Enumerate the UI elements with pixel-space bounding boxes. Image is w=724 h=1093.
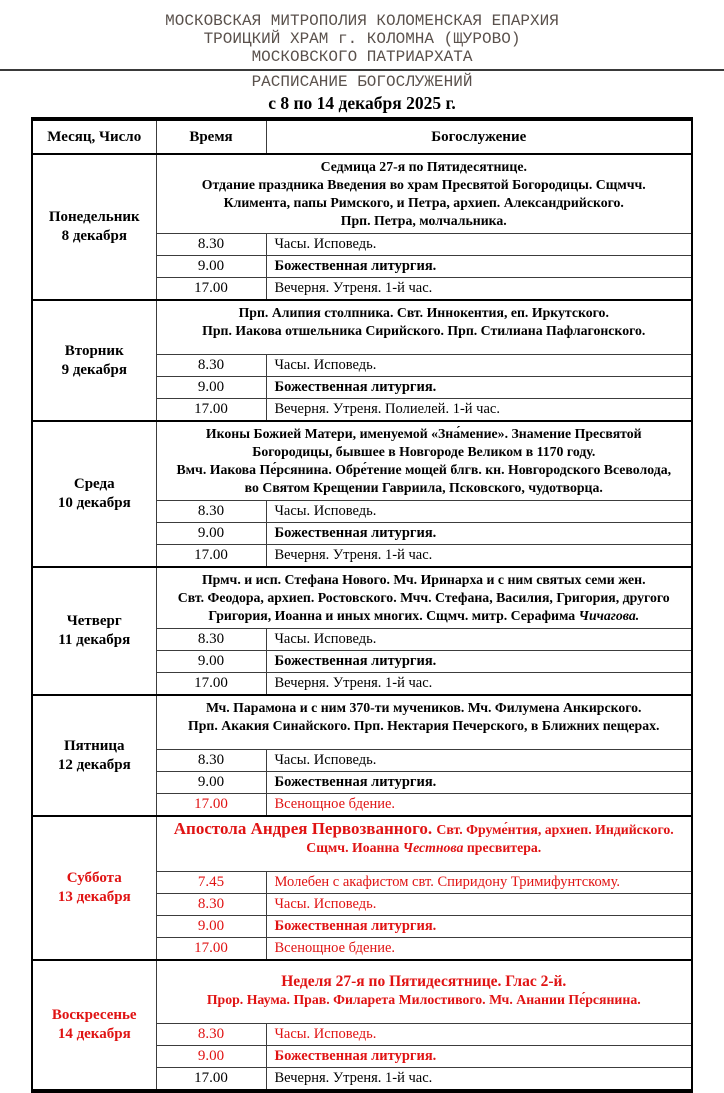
day-name: Понедельник (48, 209, 140, 225)
service-title: Божественная литургия. (266, 772, 692, 794)
feast-text: Вмч. Иакова Пе́рсянина. Обре́тение мощей блгв. кн. Новгородского Всеволода, (176, 462, 672, 477)
feast-text: Григория, Иоанна и иных многих. Сщмч. митр. Серафима (208, 608, 579, 623)
feast-description-line (161, 717, 688, 735)
feast-text: Климента, папы Римского, и Петра, архиеп. Александрийского. (223, 195, 624, 210)
service-time: 17.00 (156, 794, 266, 817)
service-time: 9.00 (156, 377, 266, 399)
service-title: Вечерня. Утреня. 1-й час. (266, 1068, 692, 1092)
day-date: 9 декабря (61, 361, 127, 378)
feast-text: Свт. Феодора, архиеп. Ростовского. Мчч. Стефана, Василия, Григория, другого (177, 590, 670, 605)
service-time: 8.30 (156, 894, 266, 916)
day-block-start-row (32, 421, 692, 501)
service-title: Вечерня. Утреня. Полиелей. 1-й час. (266, 399, 692, 422)
service-time: 17.00 (156, 1068, 266, 1092)
service-time: 17.00 (156, 278, 266, 301)
feast-description-cell (156, 816, 692, 872)
service-time: 17.00 (156, 545, 266, 568)
feast-text: Сщмч. Иоанна (306, 840, 403, 855)
service-title: Часы. Исповедь. (266, 629, 692, 651)
schedule-table (31, 117, 693, 1093)
service-time: 8.30 (156, 355, 266, 377)
day-name: Воскресенье (51, 1007, 137, 1023)
service-title: Божественная литургия. (266, 1046, 692, 1068)
feast-text: пресвитера. (463, 840, 542, 855)
column-header-row (32, 119, 692, 154)
feast-description-line (161, 176, 688, 194)
feast-description-line (161, 607, 688, 625)
day-cell (32, 421, 156, 567)
service-title: Божественная литургия. (266, 256, 692, 278)
service-title: Божественная литургия. (266, 916, 692, 938)
day-date: 12 декабря (57, 756, 131, 773)
day-name: Суббота (66, 870, 122, 886)
feast-text: Отдание праздника Введения во храм Пресвятой Богородицы. Сщмчч. (201, 177, 646, 192)
day-date: 13 декабря (57, 889, 131, 905)
day-block-start-row (32, 960, 692, 1024)
feast-description-cell (156, 300, 692, 355)
service-title: Часы. Исповедь. (266, 750, 692, 772)
feast-description-line (161, 425, 688, 443)
service-time: 9.00 (156, 651, 266, 673)
feast-description-line (161, 589, 688, 607)
date-range: с 8 по 14 декабря 2025 г. (268, 93, 456, 113)
feast-text: Свт. Фруме́нтия, архиеп. Индийского. (436, 822, 674, 837)
service-title: Часы. Исповедь. (266, 894, 692, 916)
day-date: 8 декабря (61, 228, 127, 244)
service-title: Вечерня. Утреня. 1-й час. (266, 278, 692, 301)
feast-description-cell (156, 695, 692, 750)
service-title: Часы. Исповедь. (266, 355, 692, 377)
feast-description-line (161, 322, 688, 340)
feast-description-cell (156, 567, 692, 629)
service-time: 7.45 (156, 872, 266, 894)
feast-description-line (161, 304, 688, 322)
feast-text: Прп. Акакия Синайского. Прп. Нектария Печерского, в Ближних пещерах. (188, 718, 660, 733)
service-title: Молебен с акафистом свт. Спиридону Тримифунтскому. (266, 872, 692, 894)
feast-description-line (161, 991, 688, 1009)
feast-description-cell (156, 421, 692, 501)
service-title: Часы. Исповедь. (266, 1024, 692, 1046)
service-time: 9.00 (156, 523, 266, 545)
service-time: 9.00 (156, 916, 266, 938)
feast-text: Прп. Иакова отшельника Сирийского. Прп. Стилиана Пафлагонского. (202, 323, 646, 338)
schedule-table-head (32, 119, 692, 154)
day-name: Четверг (66, 613, 122, 629)
day-cell (32, 960, 156, 1091)
day-cell (32, 816, 156, 960)
feast-text: Богородицы, бывшее в Новгороде Великом в 1170 году. (252, 444, 596, 459)
header-line-patriarchate: МОСКОВСКОГО ПАТРИАРХАТА (251, 48, 473, 66)
service-time: 8.30 (156, 629, 266, 651)
feast-description-line (161, 443, 688, 461)
service-title: Часы. Исповедь. (266, 234, 692, 256)
service-time: 8.30 (156, 234, 266, 256)
service-title: Часы. Исповедь. (266, 501, 692, 523)
feast-text: Иконы Божией Матери, именуемой «Зна́мение». Знамение Пресвятой (205, 426, 642, 441)
feast-text: Мч. Парамона и с ним 370-ти мучеников. Мч. Филумена Анкирского. (205, 700, 642, 715)
feast-description-cell (156, 154, 692, 234)
feast-description-line (161, 839, 688, 857)
service-time: 9.00 (156, 256, 266, 278)
service-title: Божественная литургия. (266, 523, 692, 545)
schedule-title: РАСПИСАНИЕ БОГОСЛУЖЕНИЙ (251, 73, 473, 91)
day-cell (32, 695, 156, 816)
day-date: 11 декабря (58, 632, 131, 648)
feast-text: Прор. Наума. Прав. Филарета Милостивого. Мч. Анании Пе́рсянина. (206, 992, 641, 1007)
feast-description-line (161, 973, 688, 991)
day-name: Пятница (63, 737, 125, 754)
column-header-time: Время (156, 119, 266, 154)
day-cell (32, 567, 156, 695)
service-title: Божественная литургия. (266, 651, 692, 673)
schedule-table-body (32, 154, 692, 1091)
service-time: 9.00 (156, 1046, 266, 1068)
service-title: Вечерня. Утреня. 1-й час. (266, 545, 692, 568)
service-time: 8.30 (156, 750, 266, 772)
service-title: Всенощное бдение. (266, 938, 692, 961)
feast-text: во Святом Крещении Гавриила, Псковского, чудотворца. (244, 480, 603, 495)
feast-description-cell (156, 960, 692, 1024)
feast-text: Апостола Андрея Первозванного. (173, 819, 437, 838)
day-block-start-row (32, 154, 692, 234)
feast-description-line (161, 479, 688, 497)
day-block-start-row (32, 567, 692, 629)
header-line-metropolia: МОСКОВСКАЯ МИТРОПОЛИЯ КОЛОМЕНСКАЯ ЕПАРХИЯ (165, 12, 559, 30)
service-time: 8.30 (156, 501, 266, 523)
feast-description-line (161, 571, 688, 589)
feast-text: Чичагова. (578, 608, 640, 623)
document-header (0, 0, 724, 114)
day-block-start-row (32, 816, 692, 872)
feast-text: Седмица 27-я по Пятидесятнице. (320, 159, 527, 174)
day-name: Вторник (64, 342, 124, 359)
day-cell (32, 300, 156, 421)
service-time: 9.00 (156, 772, 266, 794)
feast-description-line (161, 699, 688, 717)
feast-text: Честнова (402, 840, 464, 855)
feast-text: Прп. Алипия столпника. Свт. Иннокентия, еп. Иркутского. (238, 305, 609, 320)
feast-description-line (161, 158, 688, 176)
service-time: 8.30 (156, 1024, 266, 1046)
service-time: 17.00 (156, 399, 266, 422)
feast-description-line (161, 194, 688, 212)
service-title: Божественная литургия. (266, 377, 692, 399)
service-time: 17.00 (156, 938, 266, 961)
service-title: Всенощное бдение. (266, 794, 692, 817)
header-line-church: ТРОИЦКИЙ ХРАМ г. КОЛОМНА (ЩУРОВО) (203, 30, 521, 48)
feast-text: Прп. Петра, молчальника. (340, 213, 507, 228)
day-date: 14 декабря (57, 1026, 131, 1042)
header-divider-line (0, 69, 724, 71)
day-name: Среда (73, 476, 115, 492)
feast-description-line (161, 461, 688, 479)
feast-text: Неделя 27-я по Пятидесятнице. Глас 2-й. (281, 973, 567, 990)
service-title: Вечерня. Утреня. 1-й час. (266, 673, 692, 696)
column-header-service: Богослужение (266, 119, 692, 154)
service-time: 17.00 (156, 673, 266, 696)
day-block-start-row (32, 300, 692, 355)
feast-description-line (161, 212, 688, 230)
feast-description-line (161, 820, 688, 839)
day-cell (32, 154, 156, 300)
day-block-start-row (32, 695, 692, 750)
day-date: 10 декабря (57, 495, 131, 511)
feast-text: Прмч. и исп. Стефана Нового. Мч. Иринарха и с ним святых семи жен. (201, 572, 646, 587)
column-header-date: Месяц, Число (32, 119, 156, 154)
